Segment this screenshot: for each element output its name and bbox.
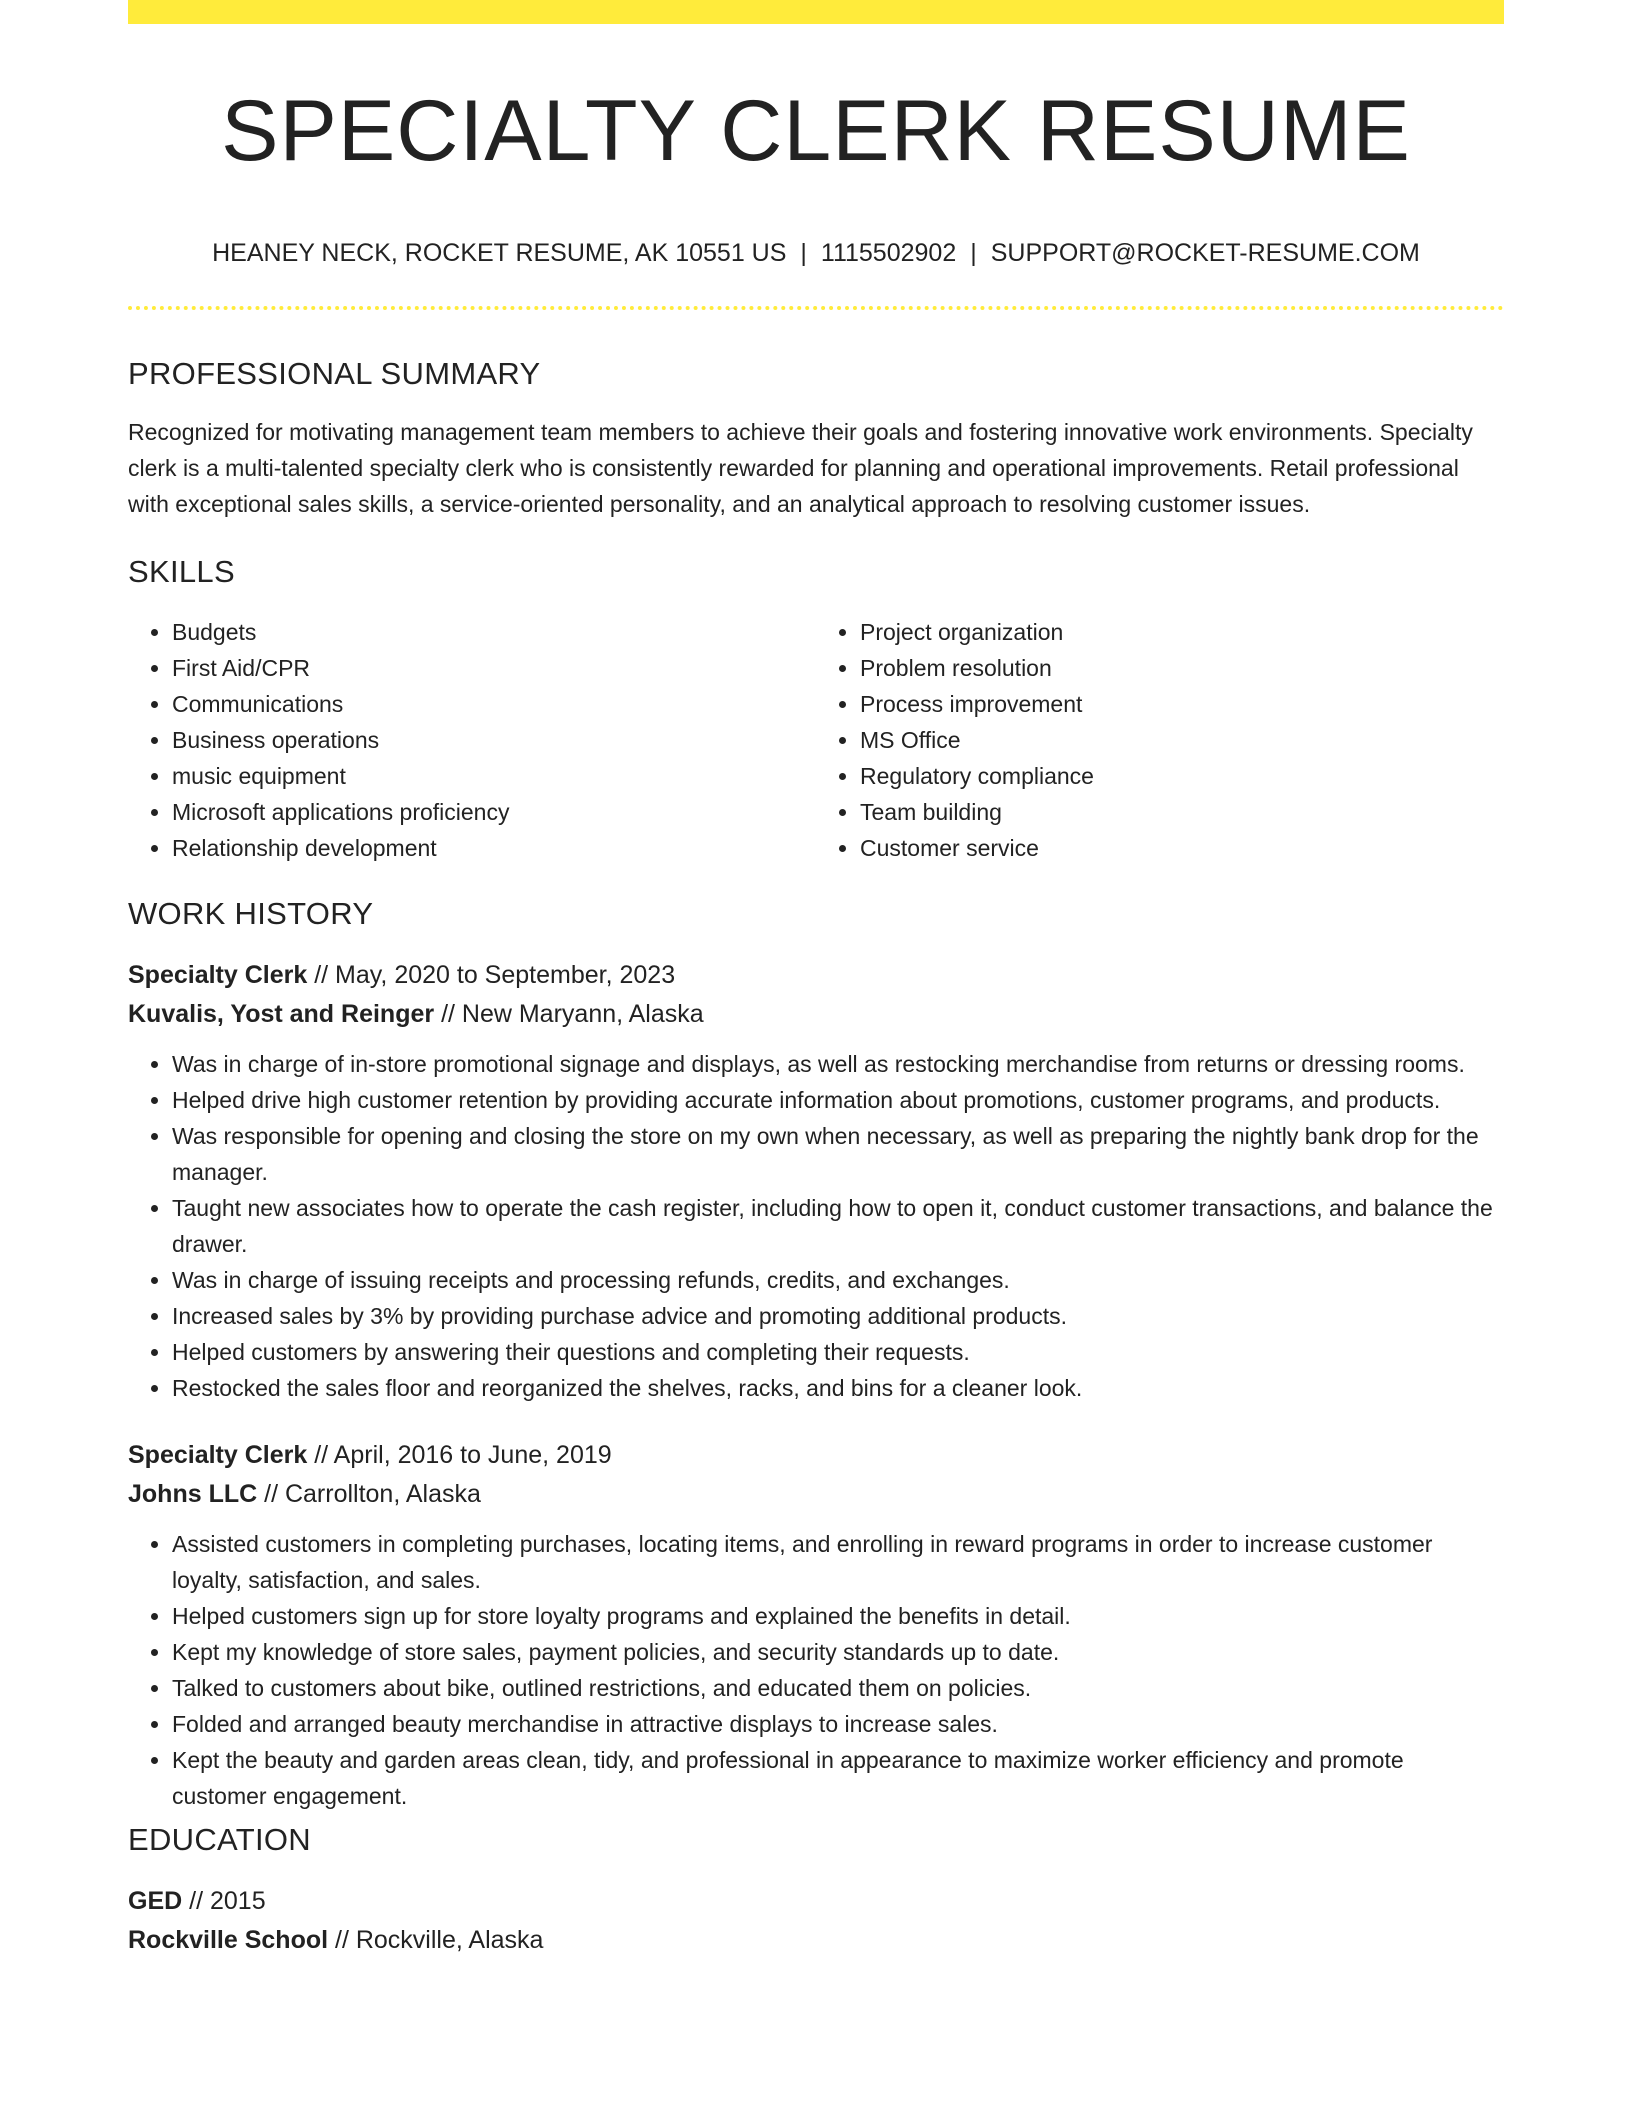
job-bullet: • Helped customers by answering their questions and completing their requests. (172, 1334, 1504, 1370)
work-history-section (128, 888, 1504, 1814)
skills-section (128, 546, 1504, 866)
contact-separator: | (970, 239, 977, 267)
contact-address: HEANEY NECK, ROCKET RESUME, AK 10551 US (212, 239, 787, 267)
education-heading: EDUCATION (128, 1822, 311, 1857)
skill-item: • Problem resolution (860, 650, 1504, 686)
skill-item: • Team building (860, 794, 1504, 830)
job-location: // Carrollton, Alaska (264, 1480, 481, 1508)
job-company: Johns LLC (128, 1480, 258, 1508)
skill-item: • Business operations (172, 722, 816, 758)
skills-columns (128, 614, 1504, 866)
dotted-divider (128, 306, 1504, 310)
contact-separator: | (800, 239, 807, 267)
skills-heading: SKILLS (128, 554, 235, 589)
job-entry (128, 1436, 1504, 1814)
skill-item: • Regulatory compliance (860, 758, 1504, 794)
job-bullet: • Talked to customers about bike, outlined restrictions, and educated them on policies. (172, 1670, 1504, 1706)
education-section (128, 1814, 1504, 1960)
education-location: // Rockville, Alaska (335, 1926, 544, 1954)
skill-item: • First Aid/CPR (172, 650, 816, 686)
resume-content (128, 348, 1504, 1960)
skills-list-left (128, 614, 816, 866)
job-title: Specialty Clerk (128, 961, 308, 989)
job-entry (128, 956, 1504, 1406)
job-bullet: • Assisted customers in completing purchases, locating items, and enrolling in reward programs in order to increase customer loyalty, satisfaction, and sales. (172, 1526, 1504, 1598)
job-bullet: • Helped drive high customer retention by providing accurate information about promotions, customer programs, and products. (172, 1082, 1504, 1118)
job-bullet: • Was in charge of issuing receipts and processing refunds, credits, and exchanges. (172, 1262, 1504, 1298)
education-school-line (128, 1921, 1504, 1960)
job-title-line (128, 1436, 1504, 1475)
job-bullet: • Kept my knowledge of store sales, payment policies, and security standards up to date. (172, 1634, 1504, 1670)
skill-item: • Microsoft applications proficiency (172, 794, 816, 830)
summary-section (128, 348, 1504, 522)
job-dates: // April, 2016 to June, 2019 (314, 1441, 612, 1469)
contact-phone: 1115502902 (820, 239, 957, 267)
job-bullet: • Kept the beauty and garden areas clean, tidy, and professional in appearance to maximize worker efficiency and promote customer engagement. (172, 1742, 1504, 1814)
job-location: // New Maryann, Alaska (441, 1000, 704, 1028)
job-bullet: • Restocked the sales floor and reorganized the shelves, racks, and bins for a cleaner look. (172, 1370, 1504, 1406)
education-year: // 2015 (189, 1887, 266, 1915)
work-history-heading: WORK HISTORY (128, 896, 374, 931)
job-bullet: • Helped customers sign up for store loyalty programs and explained the benefits in detail. (172, 1598, 1504, 1634)
job-dates: // May, 2020 to September, 2023 (314, 961, 676, 989)
resume-title: SPECIALTY CLERK RESUME (221, 83, 1411, 179)
accent-bar (128, 0, 1504, 24)
skill-item: • MS Office (860, 722, 1504, 758)
skill-item: • Process improvement (860, 686, 1504, 722)
skill-item: • music equipment (172, 758, 816, 794)
job-company: Kuvalis, Yost and Reinger (128, 1000, 435, 1028)
contact-line (128, 236, 1504, 270)
job-title: Specialty Clerk (128, 1441, 308, 1469)
job-company-line (128, 1475, 1504, 1514)
education-school: Rockville School (128, 1926, 329, 1954)
education-entry (128, 1882, 1504, 1960)
job-bullets (128, 1526, 1504, 1814)
skill-item: • Project organization (860, 614, 1504, 650)
job-bullets (128, 1046, 1504, 1406)
summary-text: Recognized for motivating management team members to achieve their goals and fostering innovative work environments. Specialty clerk is a multi-talented specialty clerk who is consistently rewarded for planning and operational improvements. Retail professional with exceptional sales skills, a service-oriented personality, and an analytical approach to resolving customer issues. (128, 419, 1473, 517)
summary-heading: PROFESSIONAL SUMMARY (128, 356, 541, 391)
contact-email[interactable]: SUPPORT@ROCKET-RESUME.COM (990, 239, 1420, 267)
skill-item: • Budgets (172, 614, 816, 650)
job-bullet: • Was in charge of in-store promotional signage and displays, as well as restocking merchandise from returns or dressing rooms. (172, 1046, 1504, 1082)
skill-item: • Relationship development (172, 830, 816, 866)
job-title-line (128, 956, 1504, 995)
skill-item: • Customer service (860, 830, 1504, 866)
job-bullet: • Taught new associates how to operate the cash register, including how to open it, conduct customer transactions, and balance the drawer. (172, 1190, 1504, 1262)
job-bullet: • Increased sales by 3% by providing purchase advice and promoting additional products. (172, 1298, 1504, 1334)
skill-item: • Communications (172, 686, 816, 722)
job-company-line (128, 995, 1504, 1034)
education-degree-line (128, 1882, 1504, 1921)
skills-list-right (816, 614, 1504, 866)
job-bullet: • Was responsible for opening and closing the store on my own when necessary, as well as preparing the nightly bank drop for the manager. (172, 1118, 1504, 1190)
job-bullet: • Folded and arranged beauty merchandise in attractive displays to increase sales. (172, 1706, 1504, 1742)
education-degree: GED (128, 1887, 183, 1915)
